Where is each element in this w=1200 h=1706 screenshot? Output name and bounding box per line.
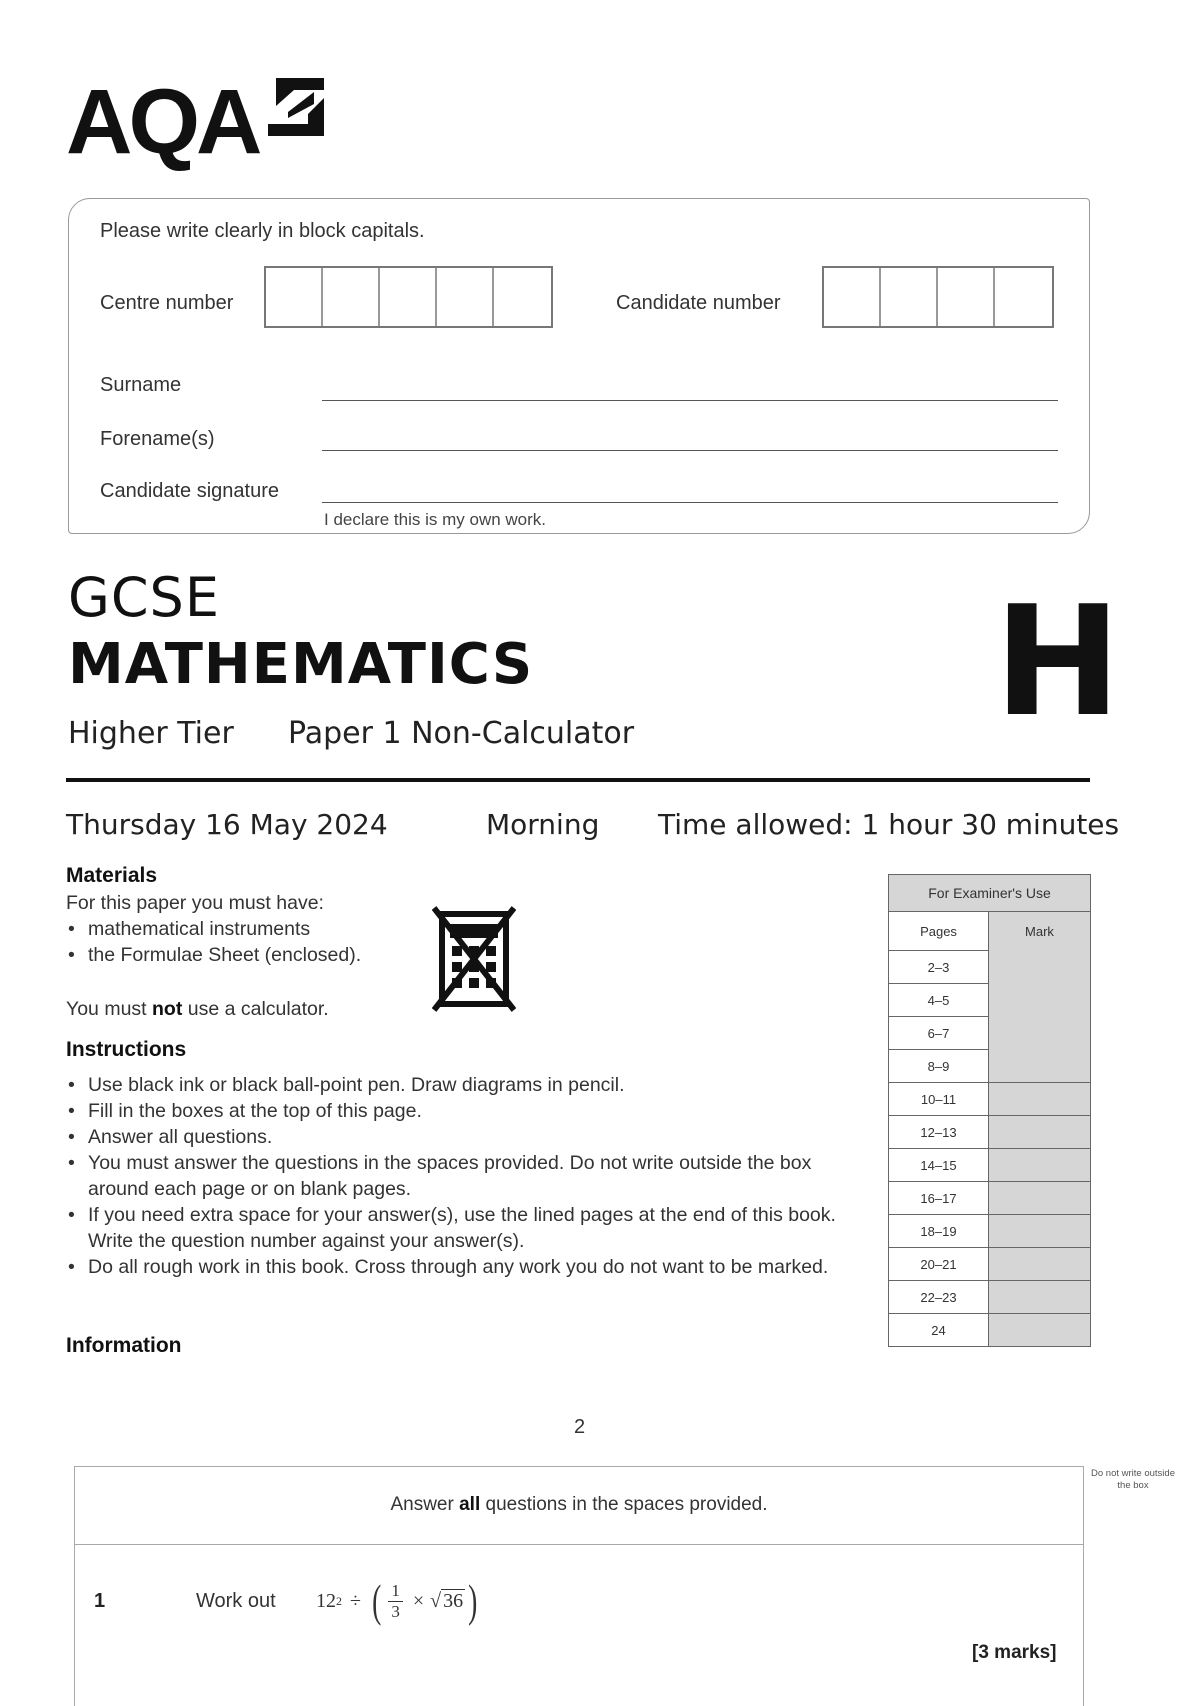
- mark-cell[interactable]: [989, 1116, 1091, 1149]
- mark-cell[interactable]: [989, 951, 1091, 984]
- title-divider: [66, 778, 1090, 782]
- table-row: [889, 1149, 1091, 1182]
- calculator-note: You must not use a calculator.: [66, 998, 329, 1020]
- table-row: [889, 1017, 1091, 1050]
- materials-item: • the Formulae Sheet (enclosed).: [66, 942, 426, 968]
- pages-cell: 10–11: [889, 1083, 989, 1116]
- mark-cell[interactable]: [989, 1215, 1091, 1248]
- mark-cell[interactable]: [989, 1017, 1091, 1050]
- pages-cell: 2–3: [889, 951, 989, 984]
- instruction-item: • You must answer the questions in the spaces provided. Do not write outside the box around each page or on blank pages.: [66, 1150, 836, 1202]
- table-row: [889, 951, 1091, 984]
- table-row: [889, 1116, 1091, 1149]
- instructions-heading: Instructions: [66, 1038, 187, 1061]
- table-row: [889, 1248, 1091, 1281]
- pages-column-header: Pages: [889, 912, 989, 951]
- instruction-item: • Use black ink or black ball-point pen. Draw diagrams in pencil.: [66, 1072, 836, 1098]
- signature-field[interactable]: [322, 502, 1058, 503]
- signature-label: Candidate signature: [100, 480, 280, 502]
- exam-date: Thursday 16 May 2024: [66, 808, 388, 841]
- fraction: $\frac{1}{3}$: [388, 1581, 403, 1622]
- table-row: [889, 1215, 1091, 1248]
- tier-label: Higher Tier: [68, 716, 234, 751]
- table-row: [889, 1050, 1091, 1083]
- tier-letter: H: [994, 573, 1122, 750]
- question-prompt: Work out: [196, 1590, 276, 1612]
- candidate-number-field[interactable]: [822, 266, 1054, 328]
- aqa-logo: AQA: [66, 71, 259, 173]
- pages-cell: 12–13: [889, 1116, 989, 1149]
- candidate-number-label: Candidate number: [616, 292, 781, 314]
- table-row: [889, 1182, 1091, 1215]
- examiner-table-title: For Examiner's Use: [889, 875, 1091, 912]
- instructions-list: [66, 1072, 836, 1280]
- subject-title: MATHEMATICS: [68, 632, 534, 697]
- surname-field[interactable]: [322, 400, 1058, 401]
- pages-cell: 14–15: [889, 1149, 989, 1182]
- paper-label: Paper 1 Non-Calculator: [288, 716, 635, 751]
- pages-cell: 22–23: [889, 1281, 989, 1314]
- instruction-item: • Answer all questions.: [66, 1124, 836, 1150]
- question-number: 1: [94, 1590, 106, 1612]
- answer-all-instruction: Answer all questions in the spaces provided.: [390, 1494, 768, 1515]
- forenames-field[interactable]: [322, 450, 1058, 451]
- mark-cell[interactable]: [989, 1149, 1091, 1182]
- qualification-title: GCSE: [68, 566, 220, 629]
- mark-cell[interactable]: [989, 1083, 1091, 1116]
- instruction-item: • Do all rough work in this book. Cross through any work you do not want to be marked.: [66, 1254, 836, 1280]
- table-row: [889, 1314, 1091, 1347]
- table-row: [889, 1281, 1091, 1314]
- centre-number-label: Centre number: [100, 292, 234, 314]
- mark-column-header: Mark: [989, 912, 1091, 951]
- mark-cell[interactable]: [989, 1281, 1091, 1314]
- table-row: [889, 984, 1091, 1017]
- time-allowed: Time allowed: 1 hour 30 minutes: [658, 808, 1120, 841]
- declaration-text: I declare this is my own work.: [324, 510, 547, 529]
- pages-cell: 20–21: [889, 1248, 989, 1281]
- examiner-use-table: [888, 874, 1091, 1347]
- instruction-item: • If you need extra space for your answer(s), use the lined pages at the end of this book. Write the question number against your answer(s).: [66, 1202, 836, 1254]
- pages-cell: 24: [889, 1314, 989, 1347]
- materials-heading: Materials: [66, 864, 158, 887]
- page-number: 2: [574, 1416, 586, 1438]
- materials-item: • mathematical instruments: [66, 916, 426, 942]
- mark-cell[interactable]: [989, 1314, 1091, 1347]
- materials-section: [66, 890, 426, 968]
- exam-session: Morning: [486, 808, 600, 841]
- mark-cell[interactable]: [989, 984, 1091, 1017]
- forenames-label: Forename(s): [100, 428, 215, 450]
- pages-cell: 18–19: [889, 1215, 989, 1248]
- no-calculator-icon: [432, 904, 516, 1014]
- pages-cell: 8–9: [889, 1050, 989, 1083]
- mark-cell[interactable]: [989, 1050, 1091, 1083]
- aqa-logo-mark-icon: [268, 78, 324, 136]
- table-row: [889, 1083, 1091, 1116]
- information-heading: Information: [66, 1334, 182, 1357]
- instruction-item: • Fill in the boxes at the top of this page.: [66, 1098, 836, 1124]
- surname-label: Surname: [100, 374, 182, 396]
- pages-cell: 16–17: [889, 1182, 989, 1215]
- block-capitals-instruction: Please write clearly in block capitals.: [100, 220, 425, 242]
- question-marks: [3 marks]: [972, 1642, 1057, 1663]
- question-expression: 12 2 ÷ ( $\frac{1}{3}$ × √ 36 ): [316, 1575, 478, 1626]
- answer-box-divider: [74, 1544, 1084, 1545]
- mark-cell[interactable]: [989, 1182, 1091, 1215]
- materials-intro: For this paper you must have:: [66, 892, 324, 914]
- centre-number-field[interactable]: [264, 266, 553, 328]
- mark-cell[interactable]: [989, 1248, 1091, 1281]
- square-root-icon: √: [430, 1589, 442, 1612]
- pages-cell: 4–5: [889, 984, 989, 1017]
- margin-note: Do not write outside the box: [1091, 1468, 1175, 1491]
- pages-cell: 6–7: [889, 1017, 989, 1050]
